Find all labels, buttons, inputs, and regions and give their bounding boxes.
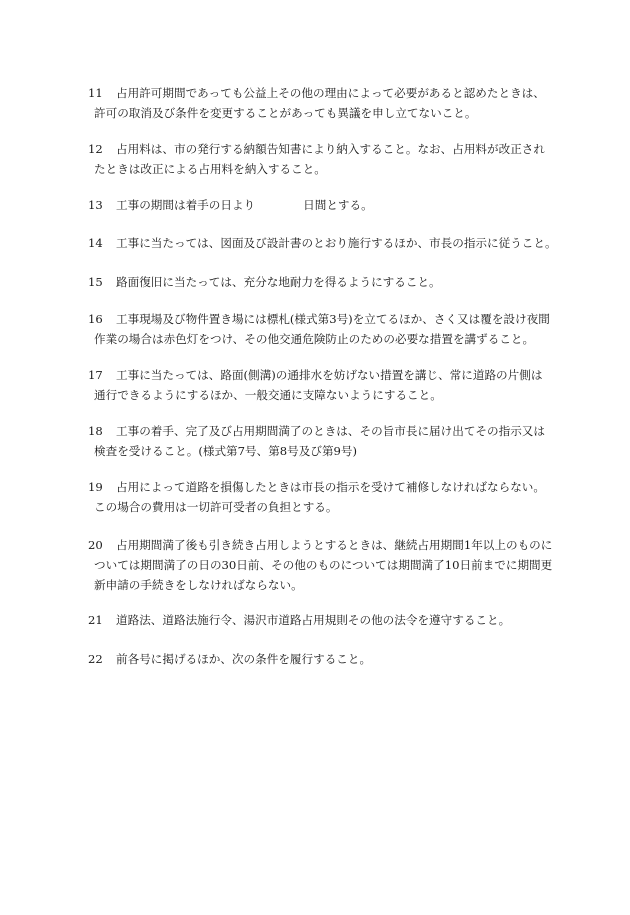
clause-text: 工事に当たっては、路面(側溝)の通排水を妨げない措置を講じ、常に道路の片側は [116,368,543,382]
clause-text-continued: 検査を受けること。(様式第7号、第8号及び第9号) [94,444,358,458]
clause-15 [88,272,558,292]
clause-number: 17 [88,368,103,382]
clause-text-continued: この場合の費用は一切許可受者の負担とする。 [94,500,338,514]
clause-text-continued: たときは改正による占用料を納入すること。 [94,162,326,176]
clause-number: 21 [88,613,103,627]
clause-14 [88,233,558,253]
clause-text: 占用許可期間であっても公益上その他の理由によって必要があると認めたときは、 [116,86,545,100]
clause-21 [88,610,558,630]
clause-text: 占用料は、市の発行する納額告知書により納入すること。なお、占用料が改正され [116,142,545,156]
clause-number: 14 [88,236,103,250]
clause-13 [88,195,558,215]
clause-11 [88,83,558,123]
clause-text-after-blank: 日間とする。 [303,198,373,212]
clause-number: 11 [88,86,103,100]
clause-number: 19 [88,480,103,494]
clause-text-continued: 許可の取消及び条件を変更することがあっても異議を申し立てないこと。 [94,106,477,120]
clause-text: 占用期間満了後も引き続き占用しようとするときは、継続占用期間1年以上のものに [116,538,553,552]
clause-text: 占用によって道路を損傷したときは市長の指示を受けて補修しなければならない。 [116,480,545,494]
clause-text-continued: 新申請の手続きをしなければならない。 [94,578,303,592]
clause-number: 20 [88,538,103,552]
clause-17 [88,365,558,405]
clause-number: 15 [88,275,103,289]
clause-text: 路面復旧に当たっては、充分な地耐力を得るようにすること。 [116,275,441,289]
clause-text: 工事に当たっては、図面及び設計書のとおり施行するほか、市長の指示に従うこと。 [116,236,557,250]
clause-text: 工事現場及び物件置き場には標札(様式第3号)を立てるほか、さく又は覆を設け夜間 [116,312,550,326]
clause-text-continued: 作業の場合は赤色灯をつけ、その他交通危険防止のための必要な措置を講ずること。 [94,332,535,346]
clause-12 [88,139,558,179]
clause-number: 22 [88,652,103,666]
clause-text-continued: ついては期間満了の日の30日前、その他のものについては期間満了10日前までに期間更 [94,558,553,572]
clause-16 [88,309,558,349]
clause-text: 前各号に掲げるほか、次の条件を履行すること。 [116,652,372,666]
clause-19 [88,477,558,517]
clause-number: 16 [88,312,103,326]
clause-number: 12 [88,142,103,156]
clause-20 [88,535,558,595]
clause-18 [88,421,558,461]
clause-text: 工事の着手、完了及び占用期間満了のときは、その旨市長に届け出てその指示又は [116,424,545,438]
clause-number: 18 [88,424,103,438]
clause-text: 工事の期間は着手の日より [116,198,256,212]
clause-text: 道路法、道路法施行令、湯沢市道路占用規則その他の法令を遵守すること。 [116,613,511,627]
clause-text-continued: 通行できるようにするほか、一般交通に支障ないようにすること。 [94,388,442,402]
clause-22 [88,649,558,669]
clause-number: 13 [88,198,103,212]
